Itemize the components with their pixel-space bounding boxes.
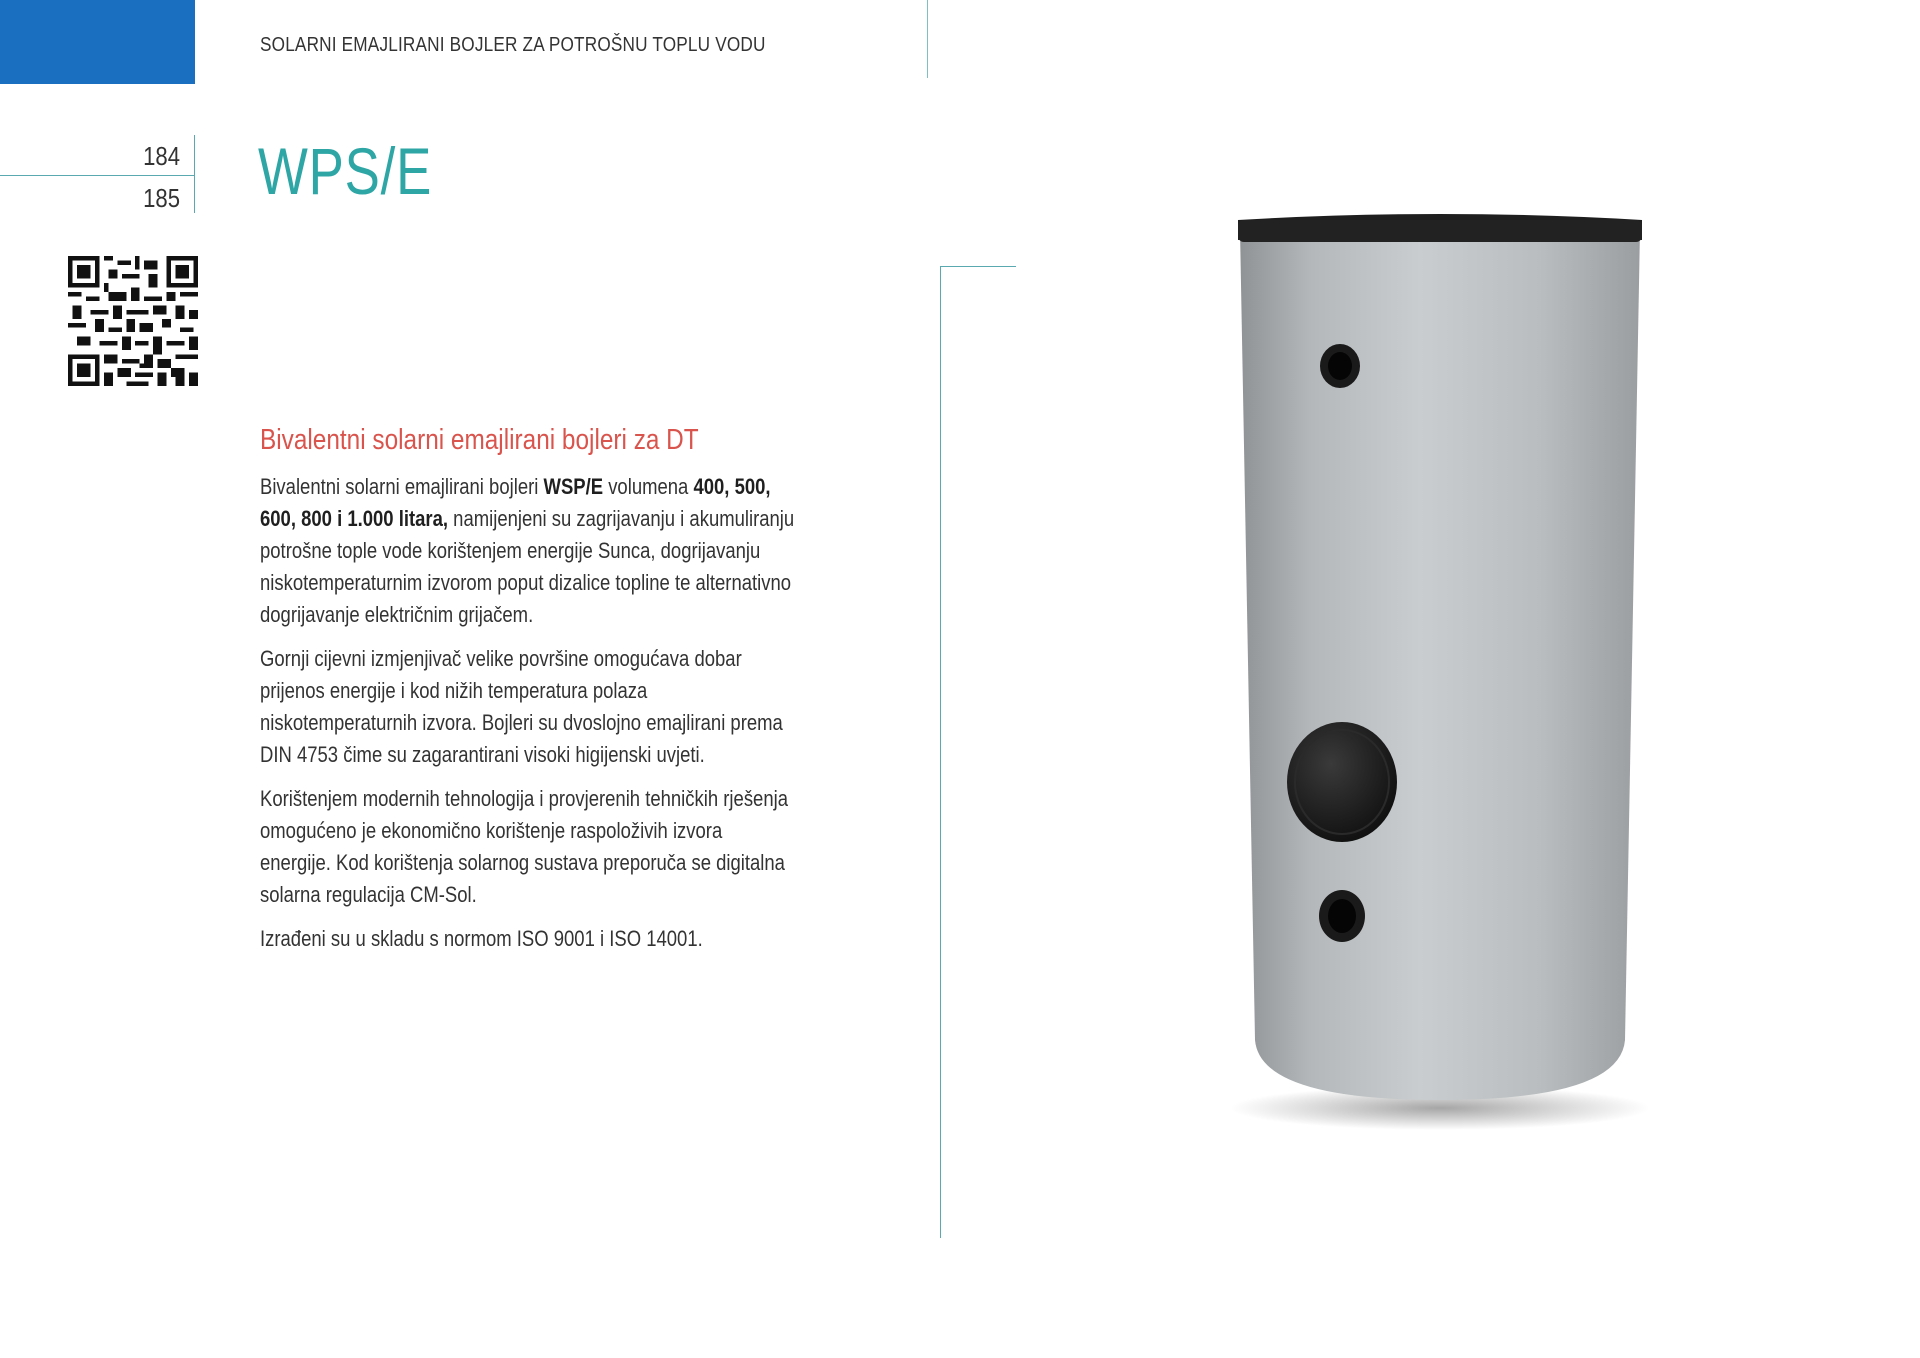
- boiler-product-image: [1200, 200, 1700, 1150]
- header-divider: [927, 0, 928, 78]
- qr-code-icon[interactable]: [68, 256, 198, 386]
- page-number-left: 184: [143, 141, 180, 171]
- intro-text-3: namijenjeni su zagrijavanju i akumuliranju potrošne tople vode korištenjem energije Sunca, dogrijavanju niskotemperaturnim izvorom poput dizalice topline te alternativno dogrijavanje električnim grijačem.: [260, 506, 795, 627]
- header-title: SOLARNI EMAJLIRANI BOJLER ZA POTROŠNU TOPLU VODU: [260, 34, 766, 56]
- intro-text-1: Bivalentni solarni emajlirani bojleri: [260, 474, 544, 499]
- page-numbers: [129, 135, 180, 219]
- paragraph-exchanger: Gornji cijevni izmjenjivač velike površine omogućava dobar prijenos energije i kod nižih temperatura polaza niskotemperaturnih izvora. Bojleri su dvoslojno emajlirani prema DIN 4753 čime su zagarantirani visoki higijenski uvjeti.: [260, 646, 783, 767]
- blue-header-tab: [0, 0, 195, 84]
- product-title: WPS/E: [258, 134, 433, 208]
- page-number-vertical-divider: [194, 135, 195, 213]
- frame-corner-horizontal: [940, 266, 1016, 267]
- paragraph-technology: Korištenjem modernih tehnologija i provjerenih tehničkih rješenja omogućeno je ekonomično korištenje raspoloživih izvora energije. Kod korištenja solarnog sustava preporuča se digitalna solarna regulacija CM-Sol.: [260, 786, 789, 907]
- paragraph-standards: Izrađeni su u skladu s normom ISO 9001 i ISO 14001.: [260, 926, 703, 951]
- paragraph-intro: [260, 471, 798, 631]
- intro-volumes: 400, 500, 600, 800 i 1.000 litara,: [260, 474, 771, 531]
- intro-text-2: volumena: [603, 474, 694, 499]
- section-subtitle: Bivalentni solarni emajlirani bojleri za DT: [260, 424, 699, 456]
- intro-model: WSP/E: [543, 474, 604, 499]
- page-number-divider: [0, 175, 195, 176]
- description-block: [260, 424, 910, 967]
- frame-corner-vertical: [940, 266, 941, 1238]
- page-number-right: 185: [143, 183, 180, 213]
